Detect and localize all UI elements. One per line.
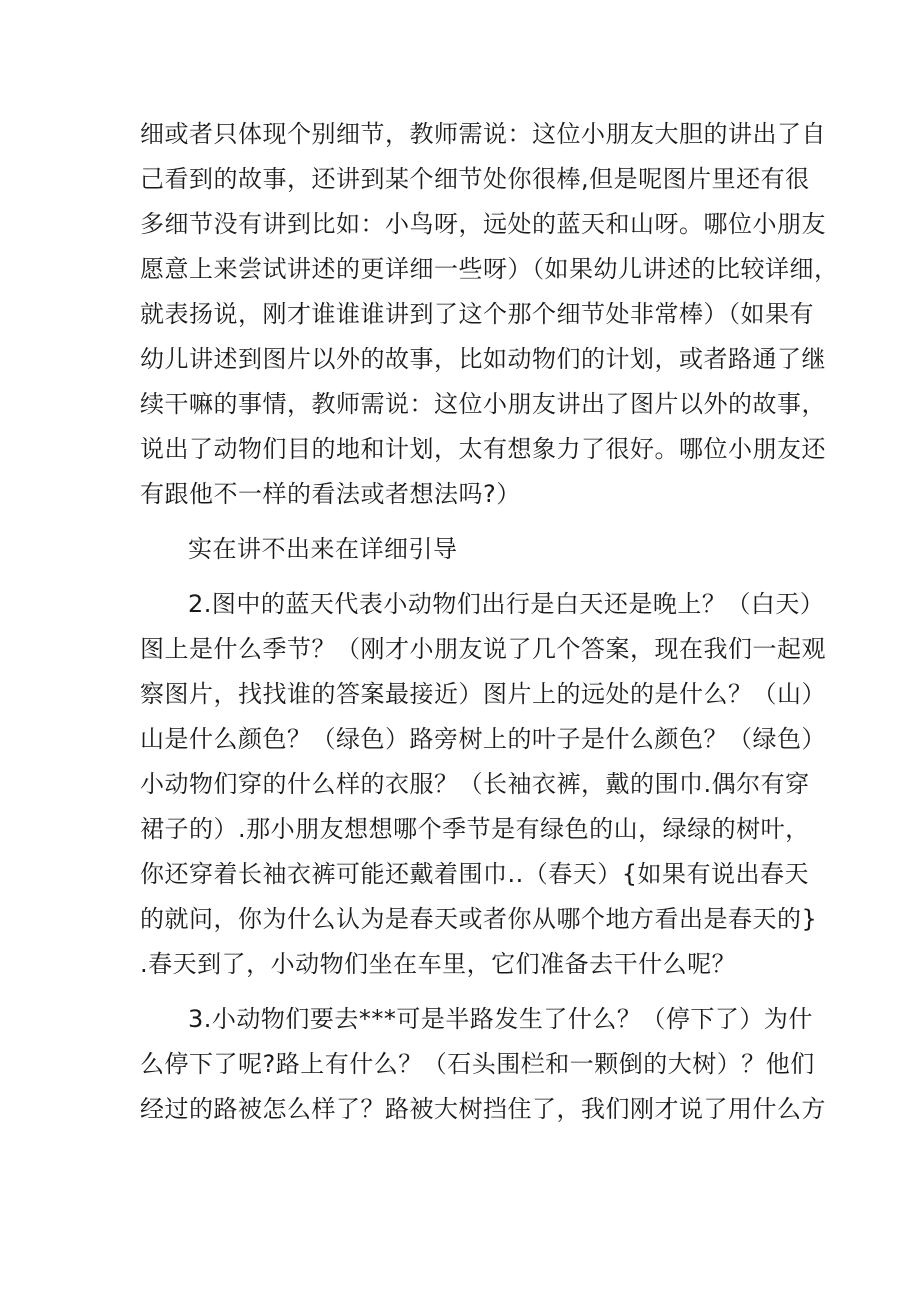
text-line: .春天到了，小动物们坐在车里，它们准备去干什么呢？: [140, 950, 737, 978]
text-line: 察图片，找找谁的答案最接近）图片上的远处的是什么？（山）: [140, 680, 826, 708]
text-line: 细或者只体现个别细节，教师需说：这位小朋友大胆的讲出了自: [140, 120, 826, 148]
text-line: 山是什么颜色？（绿色）路旁树上的叶子是什么颜色？（绿色）: [140, 725, 826, 753]
text-line: 小动物们穿的什么样的衣服？（长袖衣裤，戴的围巾.偶尔有穿: [140, 770, 810, 798]
text-line: 愿意上来尝试讲述的更详细一些呀）（如果幼儿讲述的比较详细，: [140, 255, 839, 283]
body-text: [140, 112, 839, 1132]
text-line: 说出了动物们目的地和计划，太有想象力了很好。哪位小朋友还: [140, 435, 826, 463]
text-line: 就表扬说，刚才谁谁谁讲到了这个那个细节处非常棒）（如果有: [140, 300, 814, 328]
paragraph-2: [140, 527, 800, 572]
text-line: 实在讲不出来在详细引导: [188, 535, 458, 563]
text-line: 2.图中的蓝天代表小动物们出行是白天还是晚上？（白天）: [188, 590, 825, 618]
text-line: 你还穿着长袖衣裤可能还戴着围巾..（春天）{如果有说出春天: [140, 860, 810, 888]
text-line: 么停下了呢?路上有什么？（石头围栏和一颗倒的大树）？他们: [140, 1050, 815, 1078]
text-line: 多细节没有讲到比如：小鸟呀，远处的蓝天和山呀。哪位小朋友: [140, 210, 826, 238]
paragraph-4: [140, 997, 826, 1132]
text-line: 有跟他不一样的看法或者想法吗?）: [140, 480, 521, 508]
text-line: 裙子的）.那小朋友想想哪个季节是有绿色的山，绿绿的树叶，: [140, 815, 810, 843]
text-line: 己看到的故事，还讲到某个细节处你很棒,但是呢图片里还有很: [140, 165, 810, 193]
text-line: 续干嘛的事情，教师需说：这位小朋友讲出了图片以外的故事，: [140, 390, 826, 418]
paragraph-1: [140, 112, 839, 517]
text-line: 3.小动物们要去***可是半路发生了什么？（停下了）为什: [188, 1005, 813, 1033]
text-line: 的就问，你为什么认为是春天或者你从哪个地方看出是春天的}: [140, 905, 818, 933]
text-line: 图上是什么季节？（刚才小朋友说了几个答案，现在我们一起观: [140, 635, 826, 663]
text-line: 幼儿讲述到图片以外的故事，比如动物们的计划，或者路通了继: [140, 345, 826, 373]
text-line: 经过的路被怎么样了？路被大树挡住了，我们刚才说了用什么方: [140, 1095, 826, 1123]
paragraph-3: [140, 582, 826, 987]
